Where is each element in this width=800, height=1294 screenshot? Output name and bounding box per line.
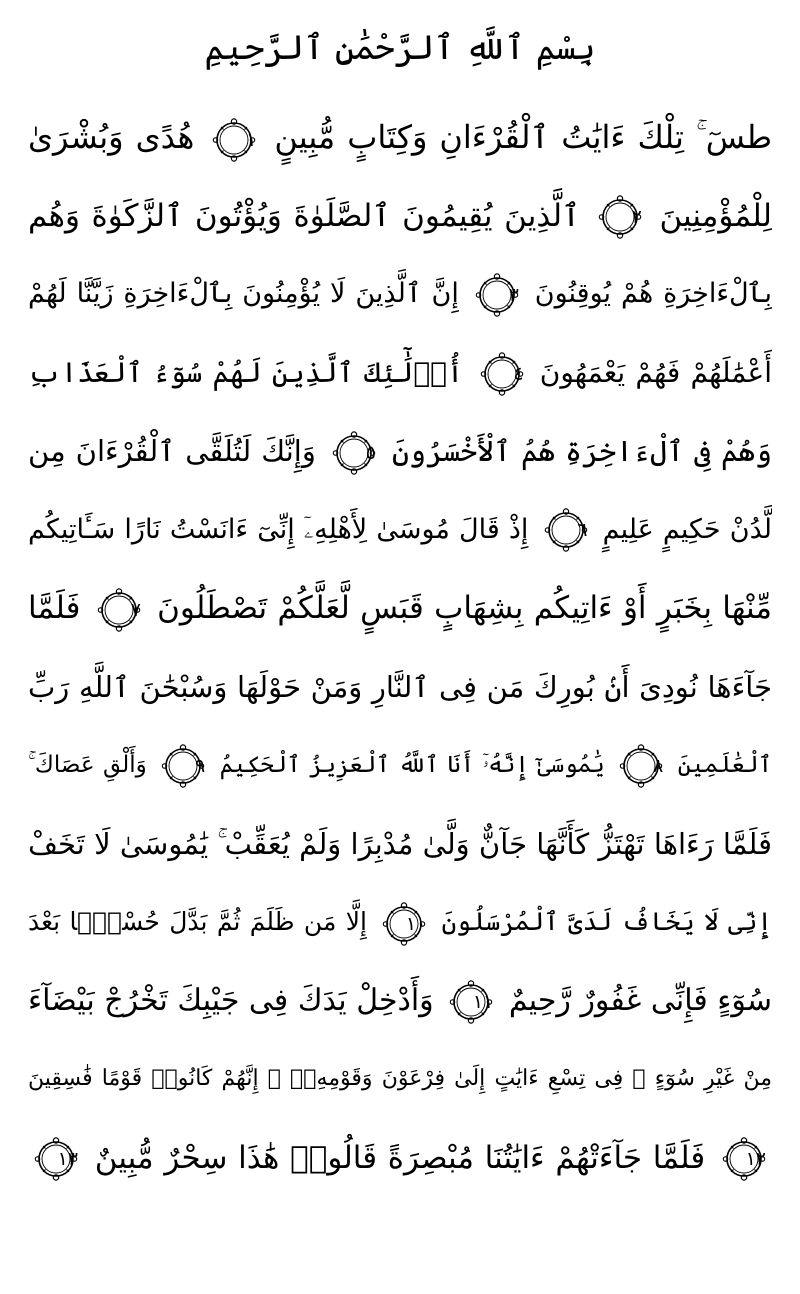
verse-text: وَأَلْقِ عَصَاكَ ۚ bbox=[28, 752, 147, 778]
verse-text: ٱلْعَٰلَمِينَ bbox=[677, 752, 772, 778]
verse-line bbox=[28, 1123, 772, 1193]
ayah-number: ١٢ bbox=[745, 1148, 766, 1170]
ayah-number: ١٠ bbox=[405, 912, 427, 935]
verse-text: وَأَدْخِلْ يَدَكَ فِى جَيْبِكَ تَخْرُجْ بَيْضَآءَ bbox=[28, 982, 434, 1018]
ayah-number-marker bbox=[212, 118, 256, 162]
ayah-number: ١ bbox=[246, 128, 257, 151]
verse-text: إِلَّا مَن ظَلَمَ ثُمَّ بَدَّلَ حُسْنًۢا بَعْدَ bbox=[28, 907, 367, 936]
ayah-number: ١٣ bbox=[57, 1148, 78, 1170]
ayah-number-marker bbox=[619, 744, 663, 788]
verse-text: جَآءَهَا نُودِىَ أَنۢ بُورِكَ مَن فِى ٱلنَّارِ وَمَنْ حَوْلَهَا وَسُبْحَٰنَ ٱللَّهِ رَبِّ bbox=[28, 669, 772, 704]
verse-text: مِّنْهَا بِخَبَرٍ أَوْ ءَاتِيكُم بِشِهَابٍ قَبَسٍ لَّعَلَّكُمْ تَصْطَلُونَ bbox=[157, 590, 772, 626]
verse-text: فَلَمَّا رَءَاهَا تَهْتَزُّ كَأَنَّهَا جَآنٌّ وَلَّىٰ مُدْبِرًا وَلَمْ يُعَقِّبْ ۚ يَٰمُوسَىٰ لَا تَخَفْ bbox=[28, 826, 772, 861]
ayah-number-marker bbox=[544, 508, 588, 552]
verse-line bbox=[28, 1044, 772, 1114]
verse-line bbox=[28, 809, 772, 879]
verse-line bbox=[28, 730, 772, 800]
verse-text: ٱلَّذِينَ يُقِيمُونَ ٱلصَّلَوٰةَ وَيُؤْتُونَ ٱلزَّكَوٰةَ وَهُم bbox=[28, 197, 581, 234]
verse-line bbox=[28, 181, 772, 251]
ayah-number: ٤ bbox=[513, 363, 524, 385]
ayah-number: ٣ bbox=[508, 283, 519, 306]
ayah-number-marker bbox=[34, 1137, 78, 1181]
verse-text: طسٓ ۚ تِلْكَ ءَايَٰتُ ٱلْقُرْءَانِ وَكِتَابٍ مُّبِينٍ bbox=[274, 118, 772, 156]
verse-line bbox=[28, 887, 772, 957]
verse-text: مِنْ غَيْرِ سُوٓءٍ ۖ فِى تِسْعِ ءَايَٰتٍ إِلَىٰ فِرْعَوْنَ وَقَوْمِهِۦٓ ۚ إِنَّهُمْ كَانُوا۟ قَوْمًا فَٰسِقِينَ bbox=[28, 1066, 772, 1091]
ayah-number: ٥ bbox=[365, 442, 376, 464]
verse-text: وَإِنَّكَ لَتُلَقَّى ٱلْقُرْءَانَ مِن bbox=[28, 434, 316, 468]
verse-line bbox=[28, 338, 772, 408]
ayah-number-marker bbox=[475, 273, 519, 317]
verse-text: لَّدُنْ حَكِيمٍ عَلِيمٍ bbox=[602, 513, 772, 545]
ayah-number-marker bbox=[722, 1137, 766, 1181]
verse-line bbox=[28, 573, 772, 643]
verse-text: سُوٓءٍ فَإِنِّى غَفُورٌ رَّحِيمٌ bbox=[508, 982, 772, 1018]
verse-text: إِنِّى لَا يَخَافُ لَدَىَّ ٱلْمُرْسَلُونَ bbox=[441, 907, 772, 936]
verse-text: أَعْمَٰلَهُمْ فَهُمْ يَعْمَهُونَ bbox=[539, 355, 772, 389]
verse-text: وَهُمْ فِى ٱلْءَاخِرَةِ هُمُ ٱلْأَخْسَرُونَ bbox=[391, 434, 772, 468]
verse-line bbox=[28, 102, 772, 172]
verse-text: هُدًى وَبُشْرَىٰ bbox=[28, 118, 195, 156]
ayah-number-marker bbox=[382, 902, 426, 946]
verse-text: بِٱلْءَاخِرَةِ هُمْ يُوقِنُونَ bbox=[534, 278, 772, 309]
ayah-number-marker bbox=[449, 980, 493, 1024]
verse-text: فَلَمَّا جَآءَتْهُمْ ءَايَٰتُنَا مُبْصِرَةً قَالُوا۟ هَٰذَا سِحْرٌ مُّبِينٌ bbox=[94, 1139, 706, 1176]
ayah-number: ٨ bbox=[652, 755, 664, 777]
ayah-number-marker bbox=[480, 352, 524, 396]
verse-text: لِلْمُؤْمِنِينَ bbox=[659, 197, 772, 234]
verse-line bbox=[28, 495, 772, 565]
verse-line bbox=[28, 259, 772, 329]
ayah-number: ٦ bbox=[577, 519, 588, 541]
ayah-number-marker bbox=[97, 588, 141, 632]
ayah-number: ٧ bbox=[130, 598, 141, 621]
ayah-number-marker bbox=[598, 195, 642, 239]
verse-text: إِنَّ ٱلَّذِينَ لَا يُؤْمِنُونَ بِٱلْءَاخِرَةِ زَيَّنَّا لَهُمْ bbox=[28, 278, 459, 309]
ayah-number-marker bbox=[332, 431, 376, 475]
verse-line bbox=[28, 652, 772, 722]
ayah-number: ٩ bbox=[194, 755, 206, 777]
verse-text: أُو۟لَٰٓئِكَ ٱلَّذِينَ لَهُمْ سُوٓءُ ٱلْعَذَابِ bbox=[28, 355, 464, 389]
ayah-number: ١١ bbox=[472, 990, 494, 1013]
verse-line bbox=[28, 966, 772, 1036]
verse-text: إِذْ قَالَ مُوسَىٰ لِأَهْلِهِۦٓ إِنِّىٓ ءَانَسْتُ نَارًا سَـَٔاتِيكُم bbox=[28, 513, 529, 545]
verse-line bbox=[28, 416, 772, 486]
bismillah-header: بِسْمِ ٱللَّهِ ٱلرَّحْمَٰنِ ٱلرَّحِيمِ bbox=[204, 28, 596, 68]
verse-text: فَلَمَّا bbox=[28, 590, 81, 626]
ayah-number-marker bbox=[161, 744, 205, 788]
verse-text: يَٰمُوسَىٰٓ إِنَّهُۥٓ أَنَا ٱللَّهُ ٱلْعَزِيزُ ٱلْحَكِيمُ bbox=[219, 752, 605, 778]
ayah-number: ٢ bbox=[631, 206, 642, 228]
